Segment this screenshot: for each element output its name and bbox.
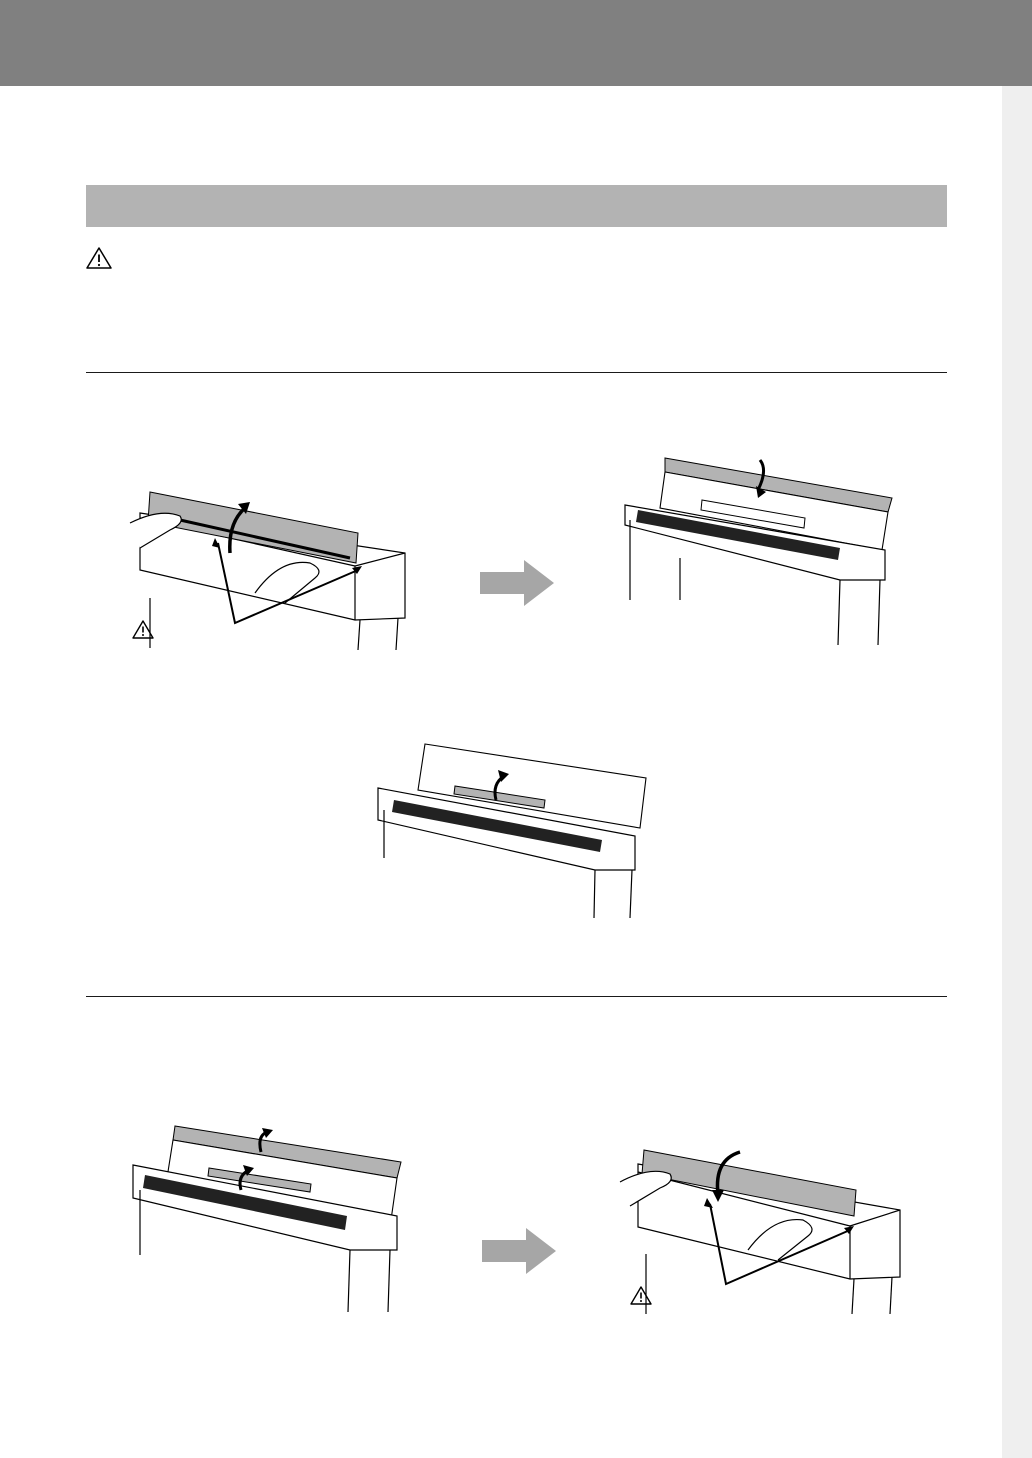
piano-close-cover-step1 (125, 1120, 415, 1315)
section-title-bar (86, 185, 947, 227)
piano-close-cover-step2 (618, 1142, 903, 1314)
warning-triangle-icon (631, 1287, 651, 1304)
section-divider-open (86, 372, 947, 373)
right-arrow-icon (480, 560, 554, 606)
right-arrow-icon (482, 1228, 556, 1274)
section-divider-close (86, 996, 947, 997)
piano-open-cover-step2 (600, 450, 900, 650)
header-band (0, 0, 1032, 86)
piano-music-rest-raise (370, 740, 660, 920)
warning-triangle-icon (86, 247, 112, 269)
side-tab (1002, 86, 1032, 1458)
piano-open-cover-step1 (120, 478, 420, 650)
